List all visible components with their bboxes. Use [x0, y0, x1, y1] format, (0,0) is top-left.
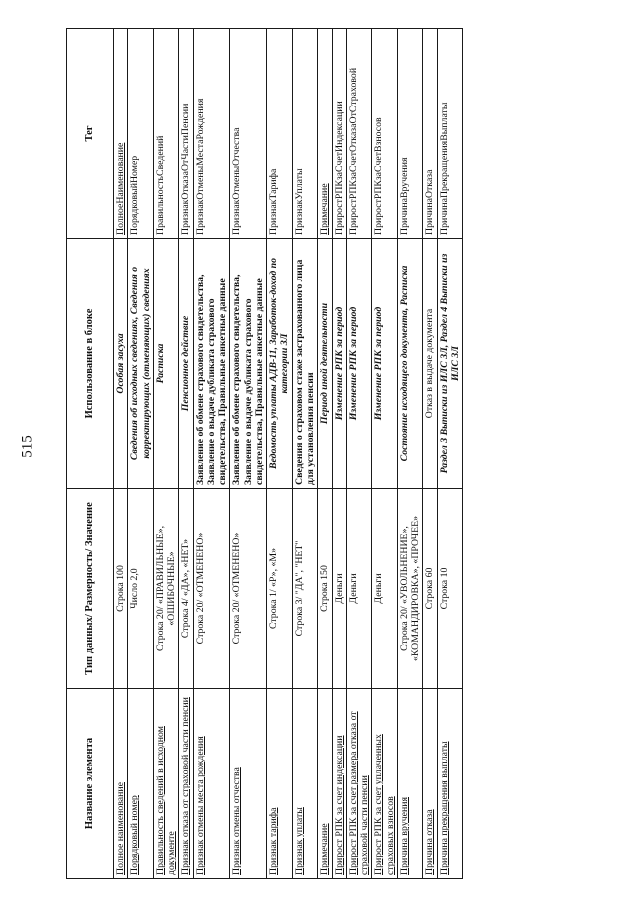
elements-table: [66, 28, 463, 879]
table-body: [114, 29, 463, 879]
cell-tag: Примечание: [318, 29, 332, 239]
header-tag: Тег: [67, 29, 114, 239]
cell-data-type: Строка 4/ «ДА», «НЕТ»: [179, 489, 193, 689]
cell-data-type: Строка 60: [423, 489, 437, 689]
cell-usage: Заявление об обмене страхового свидетельства, Заявление о выдаче дубликата страхового свидетельства, Правильные анкетные данные: [193, 239, 230, 489]
table-row: [372, 29, 398, 879]
cell-data-type: Строка 20/ «ОТМЕНЕНО»: [193, 489, 230, 689]
cell-tag: ПриростРПКзаСчетИндексации: [332, 29, 346, 239]
cell-element-name: Признак отмены отчества: [230, 689, 267, 879]
cell-tag: ПричинаВручения: [397, 29, 423, 239]
cell-element-name: Полное наименование: [114, 689, 128, 879]
cell-data-type: Строка 100: [114, 489, 128, 689]
cell-usage: Расписка: [153, 239, 179, 489]
cell-usage: Состояние исходящего документа, Расписка: [397, 239, 423, 489]
cell-element-name: Прирост РПК за счет уплаченных страховых взносов: [372, 689, 398, 879]
cell-tag: ПолноеНаименование: [114, 29, 128, 239]
cell-usage: Период иной деятельности: [318, 239, 332, 489]
table-row: [114, 29, 128, 879]
cell-element-name: Признак тарифа: [267, 689, 293, 879]
table-row: [267, 29, 293, 879]
cell-data-type: Строка 20/ «УВОЛЬНЕНИЕ», «КОМАНДИРОВКА», «ПРОЧЕЕ»: [397, 489, 423, 689]
cell-element-name: Причина вручения: [397, 689, 423, 879]
cell-data-type: Деньги: [332, 489, 346, 689]
table-row: [292, 29, 318, 879]
table-row: [332, 29, 346, 879]
cell-data-type: Строка 10: [437, 489, 463, 689]
cell-usage: Пенсионное действие: [179, 239, 193, 489]
cell-tag: ПравильностьСведений: [153, 29, 179, 239]
cell-data-type: Деньги: [346, 489, 372, 689]
table-row: [153, 29, 179, 879]
cell-element-name: Причина отказа: [423, 689, 437, 879]
rotated-page-area: [66, 25, 640, 879]
cell-data-type: Строка 20/ «ОТМЕНЕНО»: [230, 489, 267, 689]
cell-element-name: Причина прекращения выплаты: [437, 689, 463, 879]
cell-element-name: Порядковый номер: [128, 689, 154, 879]
cell-usage: Заявление об обмене страхового свидетельства, Заявление о выдаче дубликата страхового свидетельства, Правильные анкетные данные: [230, 239, 267, 489]
cell-tag: ПризнакУплаты: [292, 29, 318, 239]
cell-usage: Особая засуха: [114, 239, 128, 489]
table-row: [346, 29, 372, 879]
table-row: [128, 29, 154, 879]
cell-tag: ПризнакОтменыОтчества: [230, 29, 267, 239]
cell-data-type: Строка 3/ "ДА", "НЕТ": [292, 489, 318, 689]
cell-usage: Сведения об исходных сведениях, Сведения о корректирующих (отменяющих) сведениях: [128, 239, 154, 489]
table-row: [193, 29, 230, 879]
table-row: [423, 29, 437, 879]
cell-usage: Ведомость уплаты АДВ-11, Заработок-доход по категории ЗЛ: [267, 239, 293, 489]
cell-usage: Сведения о страховом стаже застрахованного лица для установления пенсии: [292, 239, 318, 489]
header-name: Название элемента: [67, 689, 114, 879]
cell-usage: Изменение РПК за период: [346, 239, 372, 489]
cell-element-name: Признак уплаты: [292, 689, 318, 879]
cell-usage: Раздел 3 Выписки из ИЛС ЗЛ, Раздел 4 Выписки из ИЛС ЗЛ: [437, 239, 463, 489]
cell-element-name: Примечание: [318, 689, 332, 879]
table-row: [397, 29, 423, 879]
cell-data-type: Строка 20/ «ПРАВИЛЬНЫЕ», «ОШИБОЧНЫЕ»: [153, 489, 179, 689]
cell-data-type: Деньги: [372, 489, 398, 689]
table-row: [318, 29, 332, 879]
cell-tag: ПриростРПКзаСчетВзносов: [372, 29, 398, 239]
cell-usage: Изменение РПК за период: [332, 239, 346, 489]
cell-data-type: Число 2,0: [128, 489, 154, 689]
table-header-row: [67, 29, 114, 879]
cell-tag: ПризнакОтменыМестаРождения: [193, 29, 230, 239]
cell-data-type: Строка 150: [318, 489, 332, 689]
table-row: [179, 29, 193, 879]
cell-tag: ПорядковыйНомер: [128, 29, 154, 239]
cell-element-name: Признак отказа от страховой части пенсии: [179, 689, 193, 879]
cell-element-name: Признак отмены места рождения: [193, 689, 230, 879]
cell-usage: Отказ в выдаче документа: [423, 239, 437, 489]
cell-element-name: Правильность сведений в исходном документе: [153, 689, 179, 879]
cell-tag: ПризнакОтказаОтЧастиПенсии: [179, 29, 193, 239]
cell-tag: ПричинаОтказа: [423, 29, 437, 239]
header-type: Тип данных/ Размерность/ Значение: [67, 489, 114, 689]
header-usage: Использование в блоке: [67, 239, 114, 489]
cell-tag: ПричинаПрекращенияВыплаты: [437, 29, 463, 239]
rotated-content: [66, 25, 640, 879]
cell-usage: Изменение РПК за период: [372, 239, 398, 489]
cell-tag: ПризнакТарифа: [267, 29, 293, 239]
table-row: [437, 29, 463, 879]
cell-element-name: Прирост РПК за счет размера отказа от страховой части пенсии: [346, 689, 372, 879]
cell-data-type: Строка 1/ «Р», «М»: [267, 489, 293, 689]
cell-tag: ПриростРПКзаСчетОтказаОтСтраховой: [346, 29, 372, 239]
page-number: 515: [19, 435, 36, 458]
cell-element-name: Прирост РПК за счет индексации: [332, 689, 346, 879]
table-row: [230, 29, 267, 879]
